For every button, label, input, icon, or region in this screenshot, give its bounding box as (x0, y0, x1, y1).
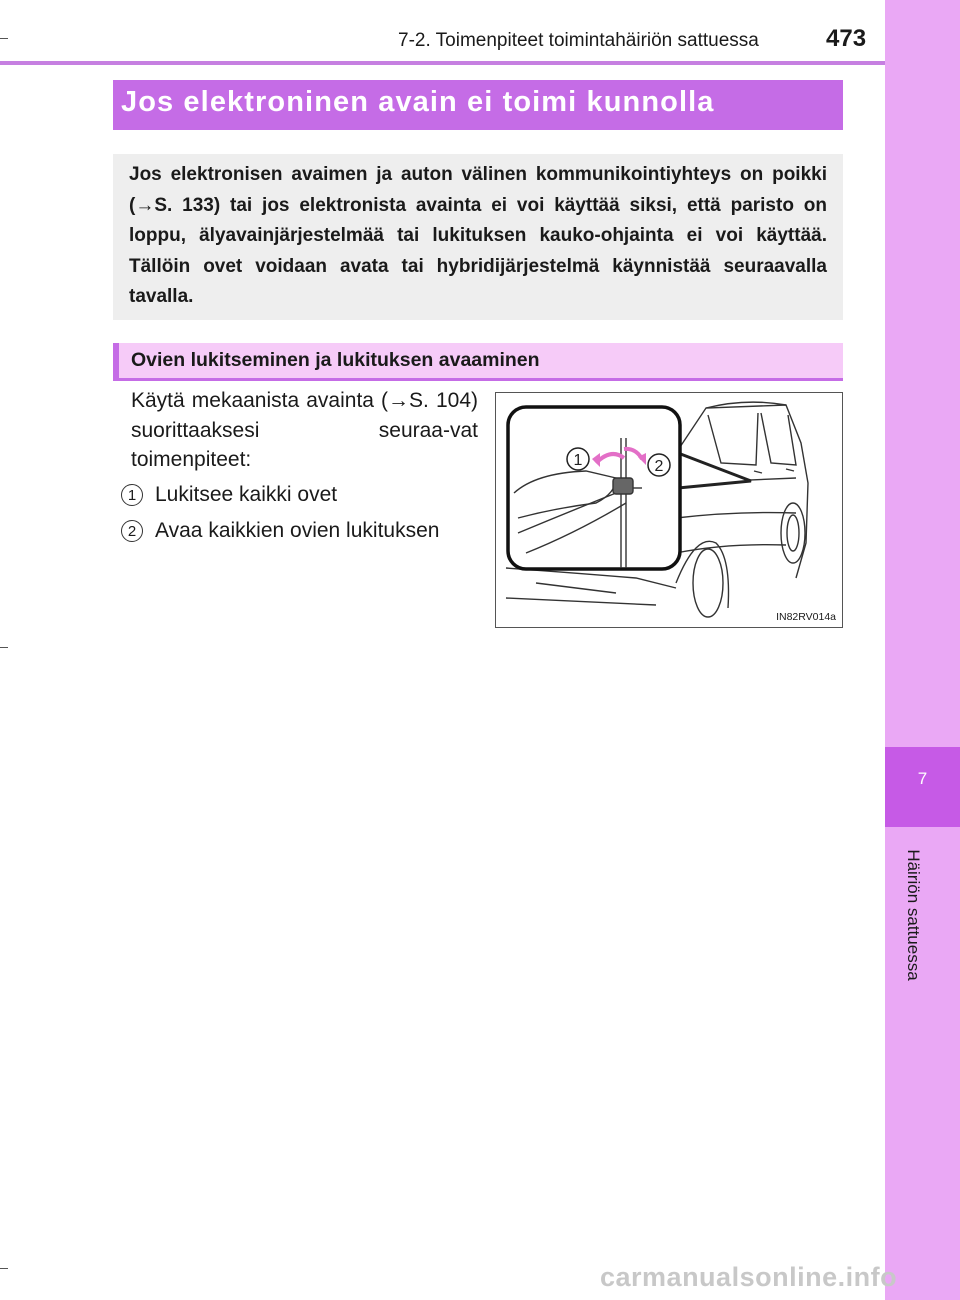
crop-mark (0, 38, 8, 39)
step-item (121, 483, 337, 507)
door-lock-illustration (495, 392, 843, 628)
crop-mark (0, 1268, 8, 1269)
callout-1 (567, 448, 589, 470)
chapter-side-tab (885, 0, 960, 1300)
header-divider (0, 61, 885, 65)
svg-text:2: 2 (654, 458, 664, 475)
subsection-heading: Ovien lukitseminen ja lukituksen avaaminen (113, 343, 843, 381)
car-door-drawing (496, 393, 842, 627)
crop-mark (0, 647, 8, 648)
callout-2 (648, 454, 670, 476)
watermark: carmanualsonline.info (600, 1262, 898, 1292)
svg-text:1: 1 (573, 452, 583, 469)
chapter-number-tab[interactable] (885, 747, 960, 827)
section-header: 7-2. Toimenpiteet toimintahäiriön sattuessa (398, 30, 759, 51)
step-text: Avaa kaikkien ovien lukituksen (155, 519, 440, 542)
page-number: 473 (826, 25, 867, 52)
figure-caption: IN82RV014a (776, 611, 836, 623)
step-number-badge: 1 (121, 484, 143, 506)
body-paragraph: Käytä mekaanista avainta (→S. 104) suorittaaksesi seuraa-vat toimenpiteet: (131, 389, 478, 471)
step-item (121, 519, 439, 543)
page-title: Jos elektroninen avain ei toimi kunnolla (113, 80, 843, 130)
step-number-badge: 2 (121, 520, 143, 542)
chapter-number: 7 (917, 769, 928, 788)
intro-paragraph: Jos elektronisen avaimen ja auton välinen kommunikointiyhteys on poikki (→S. 133) tai jos elektronista avainta ei voi käyttää siksi, että paristo on loppu, älyavainjärjestelmää tai lukituksen kauko-ohjainta ei voi käyttää. Tällöin ovet voidaan avata tai hybridijärjestelmä käynnistää seuraavalla tavalla. (113, 154, 843, 320)
chapter-title: Häiriön sattuessa (904, 849, 923, 981)
step-text: Lukitsee kaikki ovet (155, 483, 338, 506)
